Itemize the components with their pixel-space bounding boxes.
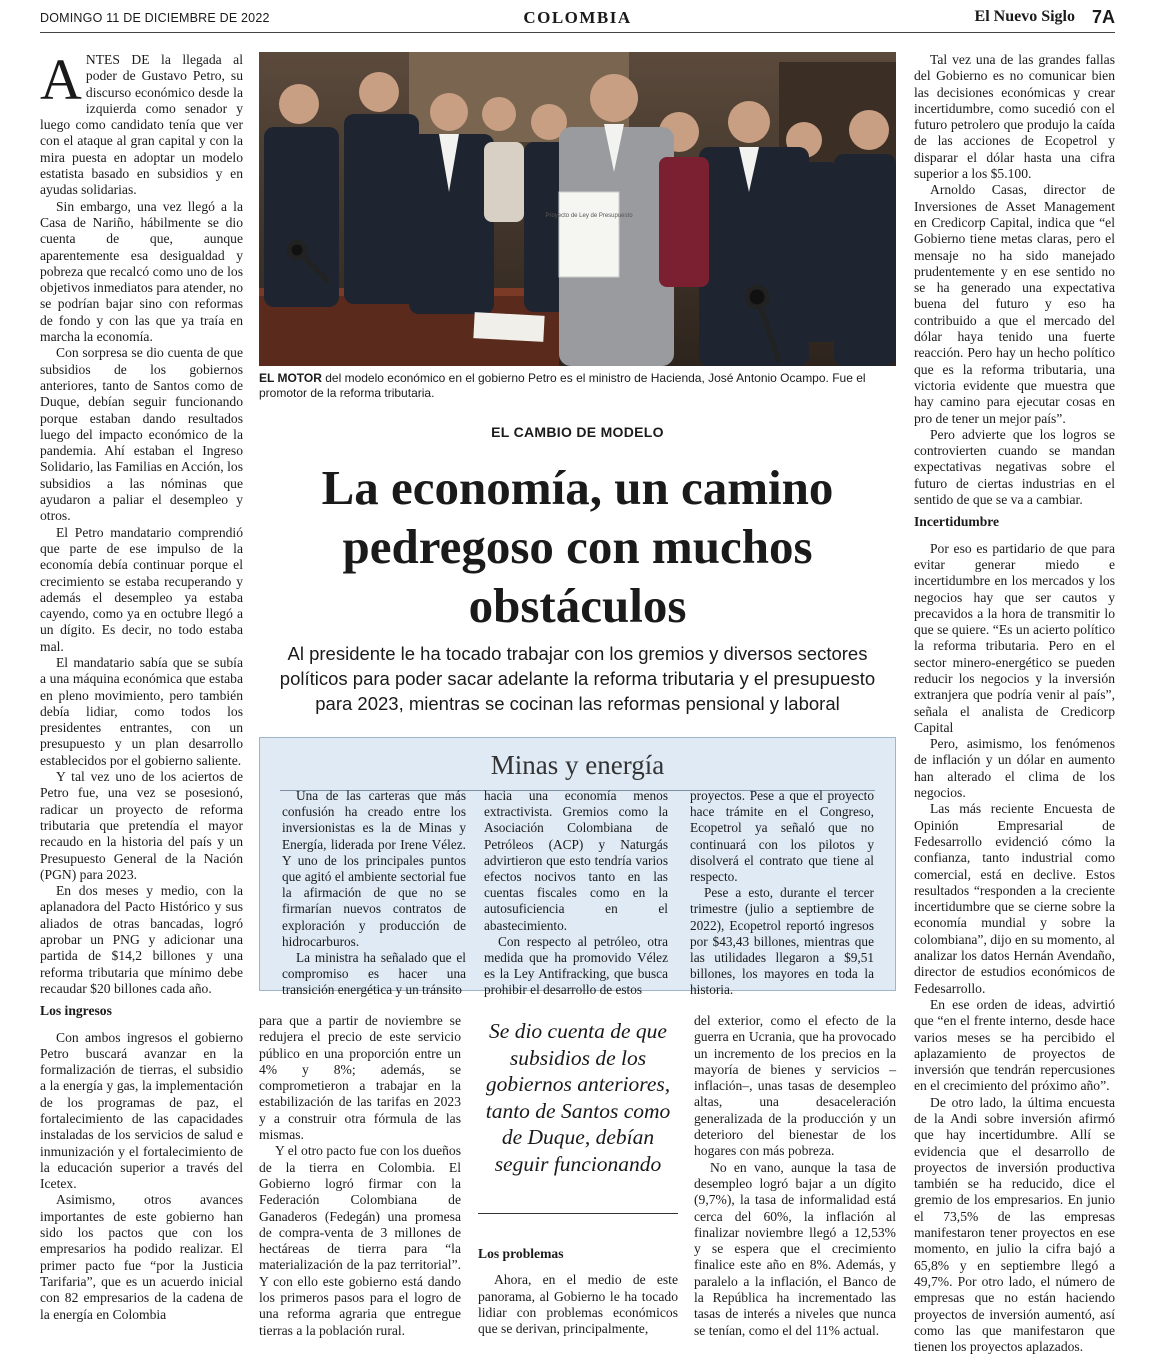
section-title: COLOMBIA [523, 8, 632, 27]
deck: Al presidente le ha tocado trabajar con los gremios y diversos sectores políticos para poder sacar adelante la reforma tributaria y el presupuesto para 2023, mientras se cocinan las reformas pensional y laboral [279, 643, 876, 714]
paragraph: Con sorpresa se dio cuenta de que subsidios de los gobiernos anteriores, tanto de Santos como de Duque, debían seguir funcionando porque estaban dando resultados luego del impacto económico de la pandemia. Ahí estaban el Ingreso Solidario, las Familias en Acción, los subsidios a las nóminas que ayudaron a paliar el desempleo y otros. [40, 345, 243, 524]
subheading: Los ingresos [40, 1003, 112, 1019]
paragraph: Asimismo, otros avances importantes de este gobierno han sido los pactos que con los empresarios ha podido realizar. El primer pacto fue “por la Justicia Tarifaria”, que es un acuerdo inicial con 82 empresarios de la cadena de la energía en Colombia [40, 1192, 243, 1322]
lead-paragraph [40, 47, 243, 199]
newspaper-brand: El Nuevo Siglo [974, 8, 1075, 25]
headline: La economía, un camino pedregoso con muchos obstáculos [321, 460, 834, 633]
subheading: Los problemas [478, 1246, 564, 1261]
article-photo [259, 52, 896, 366]
paragraph: Una de las carteras que más confusión ha creado entre los inversionistas es la de Minas y Energía, liderada por Irene Vélez. Y uno de los principales puntos que agitó el ambiente sectorial fue la afirmación de que no se firmarían nuevos contratos de exploración y producción de hidrocarburos. [282, 788, 466, 949]
drop-cap: A [40, 47, 82, 112]
paragraph: Y el otro pacto fue con los dueños de la tierra en Colombia. El Gobierno logró firmar con la Federación Colombiana de Ganaderos (Fedegán) una promesa de compra-venta de 3 millones de hectáreas de tierra para “la materialización de la paz territorial”. Y con ello este gobierno está dando los primeros pasos para el logro de una reforma agraria que entregue tierras a la población rural. [259, 1143, 461, 1338]
paragraph: Las más reciente Encuesta de Opinión Empresarial de Fedesarrollo evidenció cómo la confianza, tanto industrial como comercial, está en declive. Estos resultados “responden a la creciente incertidumbre que se cierne sobre la economía mundial y sobre la colombiana”, dijo en su momento, al analizar los datos Hernán Avendaño, director de estudios económicos de Fedesarrollo. [914, 801, 1115, 996]
document-label: Proyecto de Ley de Presupuesto [545, 213, 633, 219]
kicker: EL CAMBIO DE MODELO [491, 424, 664, 440]
paragraph: Arnoldo Casas, director de Inversiones de Asset Management en Credicorp Capital, indica que “el Gobierno tiene metas claras, pero el mensaje no ha sido manejado prudentemente y en ese sentido no se ha generado una expectativa buena del futuro y eso ha contribuido a que el mercado del dólar haya tenido una fuerte reacción. Pero hay un hecho político que es la reforma tributaria, una victoria evidente que muestra que hay camino para ejecutar cosas en pro de tener un mejor país”. [914, 182, 1115, 426]
pull-quote: Se dio cuenta de que subsidios de los gobiernos anteriores, tanto de Santos como de Duque, debían seguir funcionando [485, 1019, 671, 1176]
paragraph: En ese orden de ideas, advirtió que “en el frente interno, desde hace varios meses se ha percibido el aplazamiento de proyectos de inversión que tendrán repercusiones en el crecimiento del próximo año”. [914, 996, 1115, 1094]
paragraph: La ministra ha señalado que el compromiso es hacer una transición energética y un tránsito [282, 950, 466, 998]
article-column-4 [694, 1013, 896, 1339]
article-column-5 [914, 52, 1115, 1355]
article-column-2 [259, 1013, 461, 1339]
paragraph: Pero advierte que los logros se controvierten cuando se mandan expectativas negativas sobre el futuro de ciertas industrias en el sentido de que se va a cambiar. [914, 426, 1115, 508]
subheading: Incertidumbre [914, 514, 1000, 530]
paragraph: para que a partir de noviembre se redujera el precio de este servicio público en una proporción entre un 4% y 8%; además, se comprometieron a trabajar en la estabilización de las tarifas en 2023 y a construir otra fórmula de las mismas. [259, 1013, 461, 1143]
paragraph: Pero, asimismo, los fenómenos de inflación y un dólar en aumento han alterado el clima de los negocios. [914, 736, 1115, 801]
article-column-1 [40, 47, 243, 1323]
page-number: 7A [1091, 7, 1115, 27]
paragraph: De otro lado, la última encuesta de la Andi sobre inversión afirmó que hay incertidumbre. Allí se evidencia que el desarrollo de proyectos de inversión productiva también se ha reducido, dice el gremio de los empresarios. En junio el 73,5% de las empresas manifestaron tener proyectos en ese momento, en julio la cifra bajó a 65,8% y en septiembre llegó a 49,7%. Por otro lado, el número de empresas que no están haciendo proyectos de inversión aumentó, así como las que manifestaron que tienen los proyectos aplazados. [914, 1094, 1115, 1355]
header-rule [40, 32, 1115, 33]
article-column-3 [478, 1240, 678, 1337]
paragraph: Tal vez una de las grandes fallas del Gobierno es no comunicar bien las decisiones económicas y crear incertidumbre, como sucedió con el futuro petrolero que produjo la caída de las acciones de Ecopetrol y disparar el dólar hasta una cifra superior a los $5.100. [914, 52, 1115, 182]
paragraph: El Petro mandatario comprendió que parte de ese impulso de la economía debía continuar porque el crecimiento se estaba recuperando y además el desempleo ya estaba cayendo, como ya en octubre llegó a un dígito. Es decir, no todo estaba mal. [40, 524, 243, 654]
paragraph: No en vano, aunque la tasa de desempleo logró bajar a un dígito (9,7%), la tasa de informalidad está cerca del 60%, la inflación al finalizar noviembre llegó a 12,53% y se espera que el crecimiento finalice este año en 8%. Además, y paralelo a la inflación, el Banco de la República ha incrementado las tasas de interés a niveles que nunca se tenían, como el del 11% actual. [694, 1159, 896, 1338]
photo-caption [259, 371, 896, 401]
page-date: DOMINGO 11 DE DICIEMBRE DE 2022 [40, 11, 270, 25]
box-column-3 [690, 788, 874, 999]
caption-lead: EL MOTOR [259, 371, 322, 385]
box-column-2 [484, 788, 668, 999]
paragraph: Sin embargo, una vez llegó a la Casa de Nariño, hábilmente se dio cuenta de que, aunque aparentemente esa desigualdad y pobreza que recalcó como uno de los objetivos inmediatos para atender, no se podrían bajar sino con reformas de fondo y con las que ya traía en marcha la economía. [40, 198, 243, 345]
box-column-1 [282, 788, 466, 999]
paragraph: Y tal vez uno de los aciertos de Petro fue, una vez se posesionó, radicar un proyecto de reforma tributaria que pretendía el mayor recaudo en la historia del país y un Presupuesto General de la Nación (PGN) para 2023. [40, 769, 243, 882]
lead-text: NTES DE la llegada al poder de Gustavo Petro, su discurso económico desde la izquierda como senador y luego como candidato tenía que ver con el ataque al gran capital y con la mira puesta en adoptar un modelo estatista basado en subsidios y en ayudas solidarias. [40, 52, 243, 198]
paragraph: Con respecto al petróleo, otra medida que ha promovido Vélez es la Ley Antifracking, que busca prohibir el desarrollo de estos [484, 933, 668, 998]
box-title: Minas y energía [490, 750, 665, 780]
pull-quote-rule [478, 1213, 678, 1214]
caption-text: del modelo económico en el gobierno Petro es el ministro de Hacienda, José Antonio Ocampo. Fue el promotor de la reforma tributaria. [259, 371, 866, 400]
paragraph: proyectos. Pese a que el proyecto hace trámite en el Congreso, Ecopetrol ya señaló que no continuará con los pilotos y disolverá el contrato que tiene al respecto. [690, 788, 874, 885]
paragraph: Con ambos ingresos el gobierno Petro buscará avanzar en la formalización de tierras, el subsidio a la energía y gas, la implementación de los programas de paz, el fortalecimiento de las capacidades instaladas de los servicios de salud e inmunización y el fortalecimiento de la educación superior a través del Icetex. [40, 1029, 243, 1192]
paragraph: del exterior, como el efecto de la guerra en Ucrania, que ha provocado un incremento de los precios en la mayoría de bienes y servicios –inflación–, unas tasas de desempleo altas, una desaceleración generalizada de la producción y un deterioro del bienestar de los hogares con más pobreza. [694, 1013, 896, 1159]
paragraph: Por eso es partidario de que para evitar generar miedo e incertidumbre en los mercados y los negocios hay que ser cautos y precavidos a la hora de transmitir lo que se quiere. “Es un acierto político la reforma tributaria. Pero en el sector minero-energético se pueden reducir los negocios y la inversión extranjera que podría venir al país”, señala el analista de Credicorp Capital [914, 540, 1115, 735]
paragraph: Ahora, en el medio de este panorama, al Gobierno le ha tocado lidiar con problemas económicos que se derivan, principalmente, [478, 1272, 678, 1337]
photo-illustration [259, 52, 896, 366]
paragraph: El mandatario sabía que se subía a una máquina económica que estaba en pleno movimiento, pero también debía lidiar, como todos los presidentes entrantes, con un presupuesto y un plan desarrollo establecidos por el gobierno saliente. [40, 654, 243, 768]
page-header [40, 8, 1115, 30]
paragraph: hacia una economía menos extractivista. Gremios como la Asociación Colombiana de Petróleos (ACP) y Naturgás advirtieron que esto tendría varios efectos nocivos tanto en las cuentas fiscales como en la autosuficiencia en el abastecimiento. [484, 788, 668, 933]
paragraph: Pese a esto, durante el tercer trimestre (julio a septiembre de 2022), Ecopetrol reportó ingresos por $43,43 billones, mientras que las utilidades llegaron a $9,51 billones, los mayores en toda la historia. [690, 885, 874, 998]
paragraph: En dos meses y medio, con la aplanadora del Pacto Histórico y sus aliados de otras bancadas, logró aprobar un PNG y adicionar una partida de $14,2 billones y una reforma tributaria que mínimo debe recaudar $20 billones cada año. [40, 883, 243, 996]
sidebar-box [259, 737, 896, 998]
